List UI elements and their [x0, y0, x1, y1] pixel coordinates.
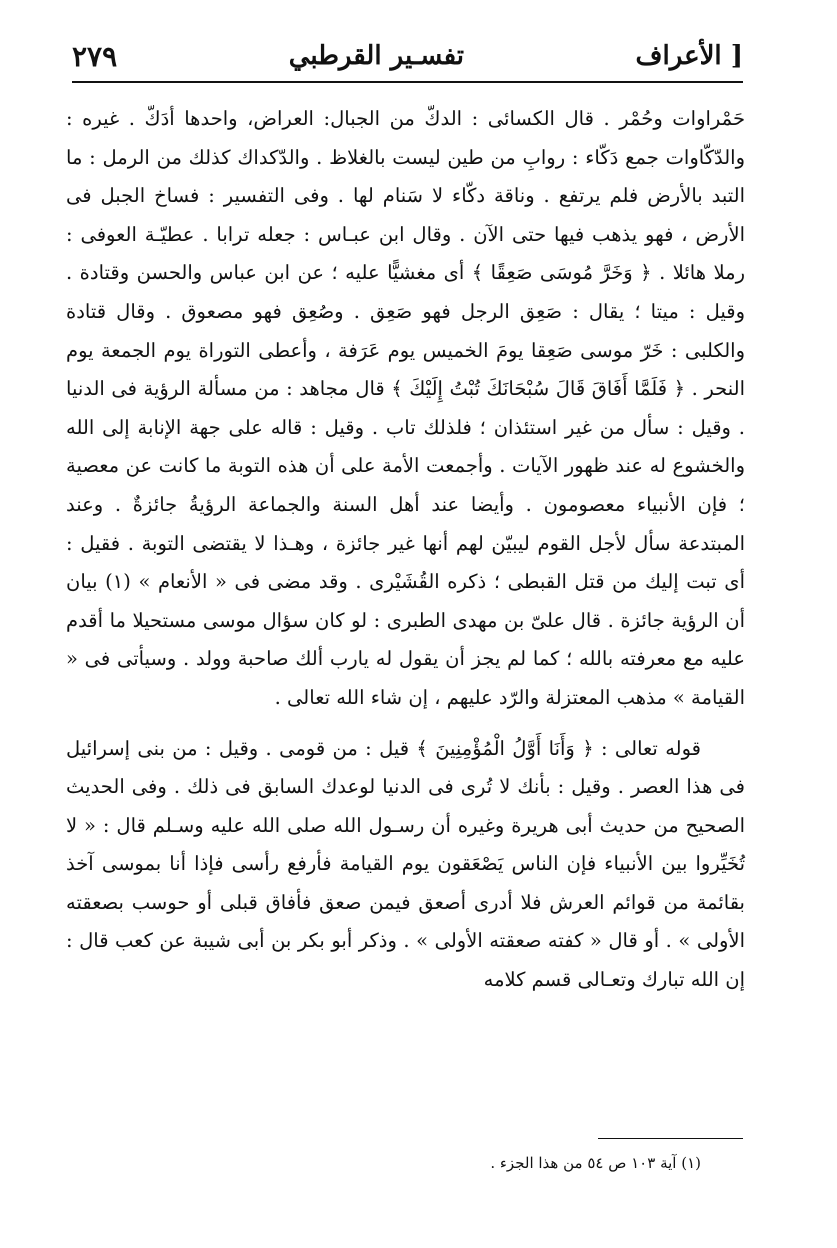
page-number: ٢٧٩ [72, 39, 118, 73]
paragraph-2: قوله تعالى : ﴿ وَأَنَا أَوَّلُ الْمُؤْمِنِينَ ﴾ قيل : من قومى . وقيل : من بنى إسرائيل فى هذا العصر . وقيل : بأنك لا تُرى فى الدنيا لوعدك السابق فى ذلك . وفى الحديث الصحيح من حديث أبى هريرة وغيره أن رسـول الله صلى الله عليه وسـلم قال : « لا تُخَيِّروا بين الأنبياء فإن الناس يَصْعَقون يوم القيامة فأرفع رأسى فإذا أنا بموسى آخذ بقائمة من قوائم العرش فلا أدرى أصعق فيمن صعق فأفاق قبلى أو حوسب بصعقته الأولى » . أو قال « كفته صعقته الأولى » . وذكر أبو بكر بن أبى شيبة عن كعب قال : إن الله تبارك وتعـالى قسم كلامه [66, 736, 745, 992]
main-text [66, 100, 745, 1000]
sura-name: الأعراف ] [635, 41, 743, 71]
header-rule [72, 81, 743, 83]
footnote: (١) آية ١٠٣ ص ٥٤ من هذا الجزء . [490, 1154, 701, 1172]
book-title: تفسـير القرطبي [288, 41, 464, 71]
footnote-rule [598, 1138, 743, 1139]
running-header [72, 34, 743, 78]
paragraph-1: حَمْراوات وحُمْر . قال الكسائى : الدكّ من الجبال: العراض، واحدها أدَكّ . غيره : والدّكّاوات جمع دَكّاء : روابِ من طين ليست بالغلاظ . والدّكداك كذلك من الرمل : ما التبد بالأرض فلم يرتفع . وناقة دكّاء لا سَنام لها . وفى التفسير : فساخ الجبل فى الأرض ، فهو يذهب فيها حتى الآن . وقال ابن عبـاس : جعله ترابا . عطيّـة العوفى : رملا هائلا . ﴿ وَخَرَّ مُوسَى صَعِقًا ﴾ أى مغشيًّا عليه ؛ عن ابن عباس والحسن وقتادة . وقيل : ميتا ؛ يقال : صَعِق الرجل فهو صَعِق . وصُعِق فهو مصعوق . وقال قتادة والكلبى : خَرّ موسى صَعِقا يومَ الخميس يوم عَرَفة ، وأعطى التوراة يوم الجمعة يوم النحر . ﴿ فَلَمَّا أَفَاقَ قَالَ سُبْحَانَكَ تُبْتُ إِلَيْكَ ﴾ قال مجاهد : من مسألة الرؤية فى الدنيا . وقيل : سأل من غير استئذان ؛ فلذلك تاب . وقيل : قاله على جهة الإنابة إلى الله والخشوع له عند ظهور الآيات . وأجمعت الأمة على أن هذه التوبة ما كانت عن معصية ؛ فإن الأنبياء معصومون . وأيضا عند أهل السنة والجماعة الرؤيةُ جائزةٌ . وعند المبتدعة سأل لأجل القوم ليبيّن لهم أنها غير جائزة ، وهـذا لا يقتضى التوبة . فقيل : أى تبت إليك من قتل القبطى ؛ ذكره القُشَيْرى . وقد مضى فى « الأنعام » (١) بيان أن الرؤية جائزة . قال علىّ بن مهدى الطبرى : لو كان سؤال موسى مستحيلا ما أقدم عليه مع معرفته بالله ؛ كما لم يجز أن يقول له يارب ألك صاحبة وولد . وسيأتى فى « القيامة » مذهب المعتزلة والرّد عليهم ، إن شاء الله تعالى . [66, 107, 745, 709]
